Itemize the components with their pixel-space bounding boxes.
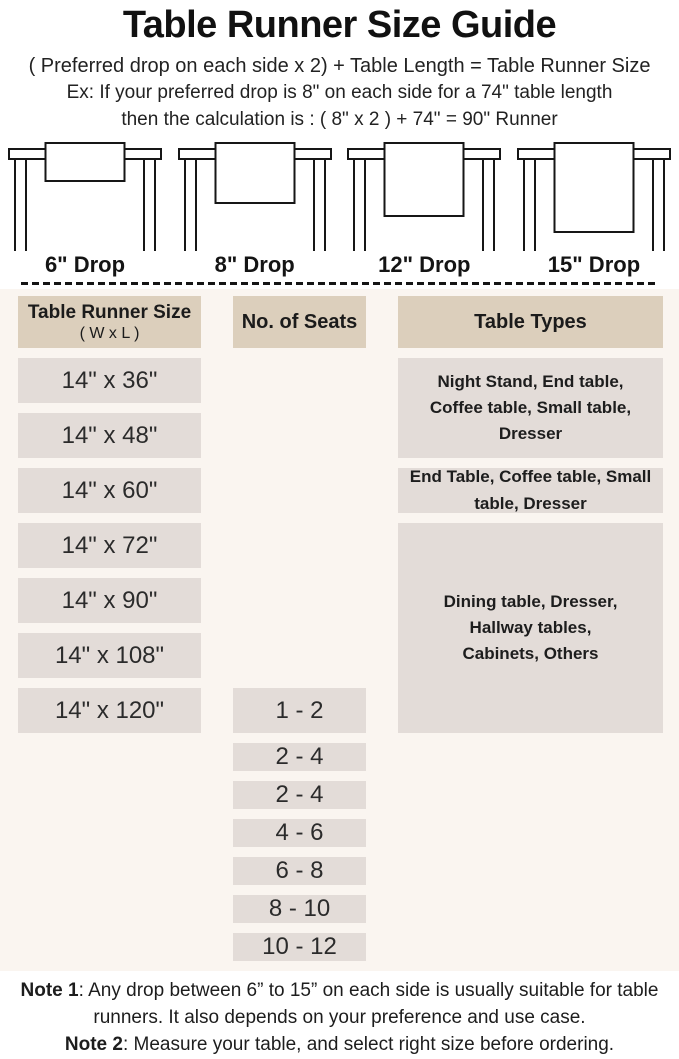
types-group-cell	[398, 358, 663, 458]
drop-label-8in: 8" Drop	[214, 252, 295, 278]
types-group-cell	[398, 468, 663, 513]
table-leg-left	[14, 159, 27, 251]
header-cell-types	[398, 296, 663, 348]
runner-drape	[553, 142, 634, 233]
size-cell: 14" x 108"	[18, 633, 201, 678]
size-cell: 14" x 36"	[18, 358, 201, 403]
header-cell-size	[18, 296, 201, 348]
runner-drape	[384, 142, 465, 217]
table-leg-right	[313, 159, 326, 251]
types-group-cell	[398, 523, 663, 733]
seats-cell: 2 - 4	[233, 781, 366, 809]
example-line-2: then the calculation is : ( 8" x 2 ) + 74" = 90" Runner	[121, 109, 558, 131]
runner-drape	[45, 142, 126, 182]
note-2-text: : Measure your table, and select right size before ordering.	[122, 1034, 615, 1056]
table-leg-left	[184, 159, 197, 251]
note-1	[6, 978, 673, 1032]
example-line-1: Ex: If your preferred drop is 8" on each side for a 74" table length	[66, 82, 613, 104]
seats-cell: 2 - 4	[233, 743, 366, 771]
table-leg-right	[143, 159, 156, 251]
note-2	[6, 1032, 673, 1059]
drop-label-12in: 12" Drop	[378, 252, 471, 278]
types-group-text: End Table, Coffee table, Small table, Dresser	[409, 467, 652, 513]
table-leg-right	[482, 159, 495, 251]
drop-label-row	[0, 252, 679, 278]
size-table	[18, 296, 663, 961]
drop-illustrations	[0, 141, 679, 251]
table-leg-right	[652, 159, 665, 251]
seats-cell: 10 - 12	[233, 933, 366, 961]
table-illustration-15in	[517, 141, 671, 251]
seats-cell: 4 - 6	[233, 819, 366, 847]
formula-line: ( Preferred drop on each side x 2) + Table Length = Table Runner Size	[28, 55, 651, 78]
footnotes	[0, 978, 679, 1059]
types-group-text: Night Stand, End table, Coffee table, Small table, Dresser	[429, 371, 632, 444]
size-cell: 14" x 90"	[18, 578, 201, 623]
guide-header	[0, 0, 679, 134]
size-header-label: Table Runner Size	[27, 301, 192, 323]
size-table-section	[0, 289, 679, 971]
seats-cell: 6 - 8	[233, 857, 366, 885]
size-header-sub: ( W x L )	[79, 324, 140, 342]
note-1-label: Note 1	[20, 980, 79, 1002]
note-1-text: : Any drop between 6” to 15” on each side is usually suitable for table runners. It also depends on your preference and use case.	[78, 980, 659, 1029]
dashed-divider	[21, 282, 658, 285]
size-cell: 14" x 60"	[18, 468, 201, 513]
size-cell: 14" x 72"	[18, 523, 201, 568]
table-illustration-12in	[347, 141, 501, 251]
seats-cell: 8 - 10	[233, 895, 366, 923]
types-header-label: Table Types	[474, 310, 587, 333]
note-2-label: Note 2	[64, 1034, 123, 1056]
size-cell: 14" x 48"	[18, 413, 201, 458]
seats-header-label: No. of Seats	[241, 310, 358, 333]
seats-cell: 1 - 2	[233, 688, 366, 733]
table-leg-left	[353, 159, 366, 251]
drop-label-6in: 6" Drop	[44, 252, 126, 278]
runner-drape	[214, 142, 295, 204]
types-group-text: Dining table, Dresser, Hallway tables, Cabinets, Others	[443, 591, 618, 664]
table-leg-left	[523, 159, 536, 251]
page-title: Table Runner Size Guide	[122, 4, 557, 46]
size-cell: 14" x 120"	[18, 688, 201, 733]
table-illustration-8in	[178, 141, 332, 251]
header-cell-seats	[233, 296, 366, 348]
table-illustration-6in	[8, 141, 162, 251]
drop-label-15in: 15" Drop	[547, 252, 641, 278]
